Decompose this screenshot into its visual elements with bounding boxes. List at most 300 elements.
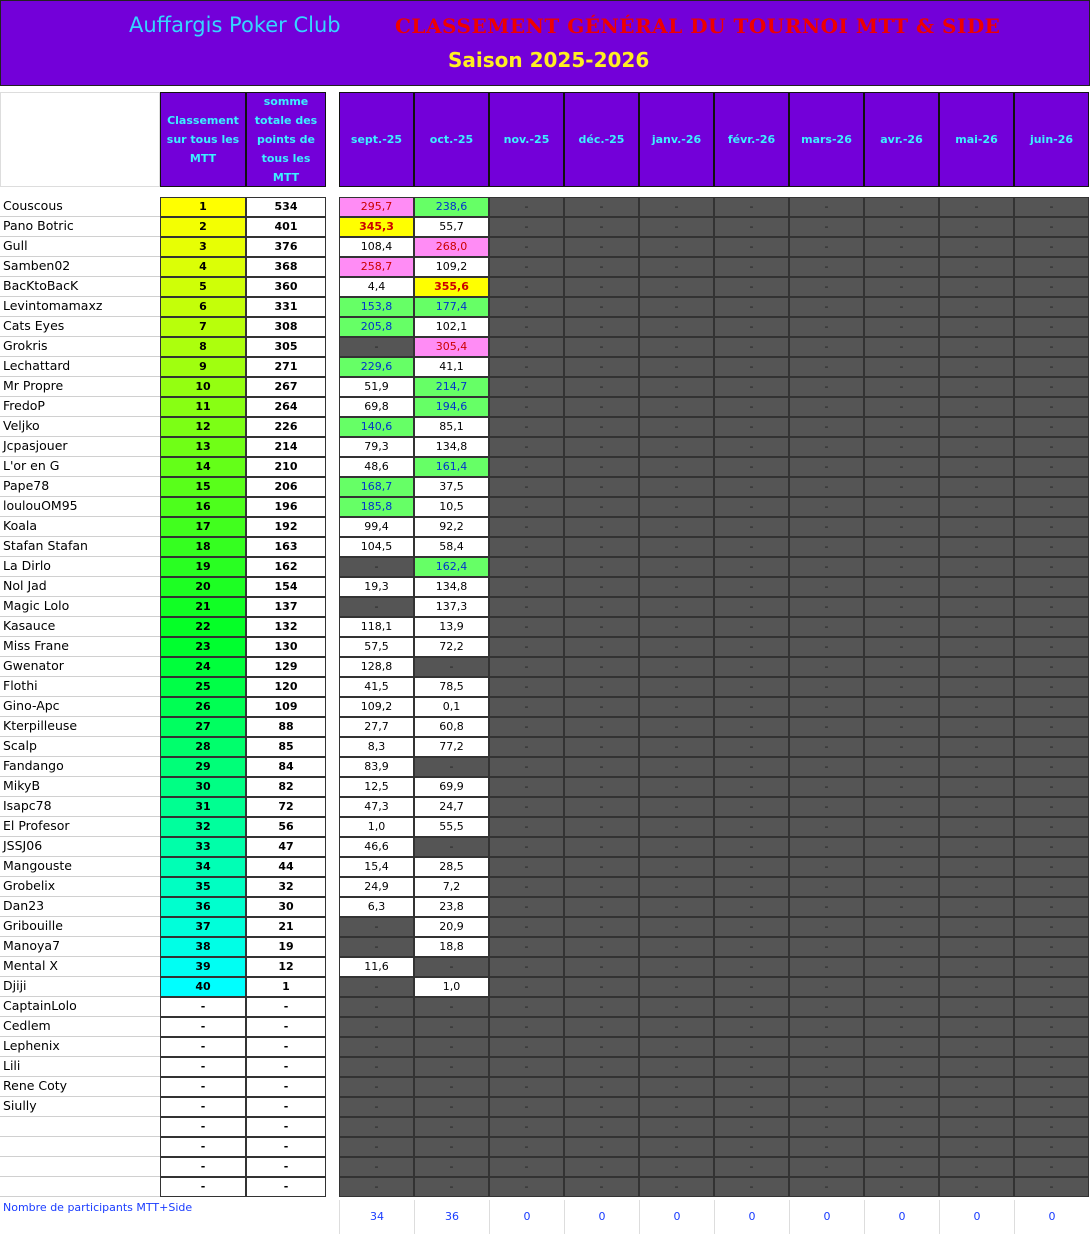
month-score-cell: 194,6	[414, 397, 489, 417]
month-score-cell: -	[564, 637, 639, 657]
month-score-cell: -	[789, 357, 864, 377]
total-points-cell: 30	[246, 897, 326, 917]
month-score-cell: -	[1014, 757, 1089, 777]
table-row	[0, 817, 1090, 837]
name-column-header	[0, 92, 160, 187]
month-score-cell: 60,8	[414, 717, 489, 737]
total-points-cell: -	[246, 1117, 326, 1137]
month-score-cell: -	[1014, 777, 1089, 797]
month-score-cell: -	[1014, 297, 1089, 317]
participants-count: 0	[864, 1200, 939, 1234]
month-score-cell: -	[939, 517, 1014, 537]
month-score-cell: -	[789, 777, 864, 797]
rank-cell: -	[160, 1097, 246, 1117]
month-score-cell: -	[789, 897, 864, 917]
month-score-cell: -	[1014, 957, 1089, 977]
month-score-cell: -	[939, 1177, 1014, 1197]
player-name: Lili	[0, 1057, 160, 1077]
month-score-cell: 55,7	[414, 217, 489, 237]
month-score-cell: -	[639, 417, 714, 437]
month-score-cell: 140,6	[339, 417, 414, 437]
month-score-cell: -	[339, 977, 414, 997]
total-points-cell: 360	[246, 277, 326, 297]
month-score-cell: -	[564, 857, 639, 877]
month-score-cell: -	[414, 657, 489, 677]
month-score-cell: -	[639, 1037, 714, 1057]
total-points-cell: 308	[246, 317, 326, 337]
month-score-cell: -	[339, 337, 414, 357]
month-score-cell: -	[789, 337, 864, 357]
month-score-cell: -	[639, 737, 714, 757]
month-score-cell: -	[939, 777, 1014, 797]
month-score-cell: -	[639, 717, 714, 737]
month-score-cell: -	[939, 377, 1014, 397]
month-score-cell: -	[1014, 877, 1089, 897]
month-score-cell: -	[939, 297, 1014, 317]
month-header-8: mai-26	[939, 92, 1014, 187]
month-score-cell: -	[789, 497, 864, 517]
month-score-cell: -	[939, 1157, 1014, 1177]
month-score-cell: -	[639, 577, 714, 597]
participants-count: 34	[339, 1200, 414, 1234]
month-score-cell: -	[714, 637, 789, 657]
month-score-cell: -	[639, 217, 714, 237]
month-score-cell: -	[714, 837, 789, 857]
month-score-cell: -	[714, 817, 789, 837]
month-score-cell: -	[489, 757, 564, 777]
month-score-cell: -	[939, 997, 1014, 1017]
month-score-cell: -	[939, 977, 1014, 997]
month-score-cell: -	[939, 417, 1014, 437]
month-score-cell: -	[939, 457, 1014, 477]
total-points-cell: 32	[246, 877, 326, 897]
month-score-cell: -	[489, 777, 564, 797]
month-score-cell: -	[564, 777, 639, 797]
month-score-cell: -	[714, 997, 789, 1017]
month-score-cell: -	[714, 257, 789, 277]
month-score-cell: -	[864, 1097, 939, 1117]
month-score-cell: -	[564, 577, 639, 597]
total-points-cell: 271	[246, 357, 326, 377]
month-score-cell: -	[489, 1097, 564, 1117]
player-name: Mangouste	[0, 857, 160, 877]
month-score-cell: -	[714, 1177, 789, 1197]
month-score-cell: -	[489, 577, 564, 597]
month-score-cell: -	[339, 1017, 414, 1037]
table-row	[0, 777, 1090, 797]
month-score-cell: 108,4	[339, 237, 414, 257]
month-score-cell: -	[864, 1177, 939, 1197]
month-score-cell: -	[564, 1097, 639, 1117]
month-score-cell: -	[564, 477, 639, 497]
total-points-cell: 192	[246, 517, 326, 537]
month-score-cell: -	[939, 437, 1014, 457]
month-score-cell: -	[789, 937, 864, 957]
month-score-cell: -	[489, 357, 564, 377]
month-score-cell: -	[489, 537, 564, 557]
table-row	[0, 697, 1090, 717]
month-score-cell: -	[564, 1017, 639, 1037]
month-score-cell: 41,1	[414, 357, 489, 377]
table-row	[0, 657, 1090, 677]
month-score-cell: -	[639, 1137, 714, 1157]
month-score-cell: -	[1014, 577, 1089, 597]
participants-row	[0, 1200, 1090, 1234]
rank-column-header: Classement sur tous les MTT	[160, 92, 246, 187]
month-score-cell: -	[864, 977, 939, 997]
month-score-cell: -	[714, 897, 789, 917]
table-row	[0, 1097, 1090, 1117]
month-score-cell: 46,6	[339, 837, 414, 857]
player-name: Dan23	[0, 897, 160, 917]
month-score-cell: -	[639, 1057, 714, 1077]
rank-cell: 33	[160, 837, 246, 857]
month-score-cell: -	[1014, 637, 1089, 657]
player-name: Lephenix	[0, 1037, 160, 1057]
participants-count: 0	[564, 1200, 639, 1234]
total-points-cell: 129	[246, 657, 326, 677]
month-score-cell: -	[639, 617, 714, 637]
month-score-cell: -	[714, 437, 789, 457]
rank-cell: -	[160, 1017, 246, 1037]
rank-cell: 28	[160, 737, 246, 757]
table-row	[0, 1017, 1090, 1037]
month-score-cell: 77,2	[414, 737, 489, 757]
month-score-cell: 20,9	[414, 917, 489, 937]
month-score-cell: -	[489, 417, 564, 437]
month-score-cell: -	[939, 357, 1014, 377]
table-row	[0, 457, 1090, 477]
total-points-cell: 82	[246, 777, 326, 797]
month-score-cell: -	[489, 1137, 564, 1157]
month-score-cell: -	[639, 817, 714, 837]
total-points-cell: 206	[246, 477, 326, 497]
player-name: Kasauce	[0, 617, 160, 637]
rank-cell: 4	[160, 257, 246, 277]
player-name: Kterpilleuse	[0, 717, 160, 737]
rank-cell: 19	[160, 557, 246, 577]
month-score-cell: 1,0	[414, 977, 489, 997]
total-points-cell: -	[246, 1037, 326, 1057]
total-points-cell: 44	[246, 857, 326, 877]
player-name: Gwenator	[0, 657, 160, 677]
month-score-cell: -	[939, 937, 1014, 957]
month-score-cell: -	[1014, 897, 1089, 917]
month-score-cell: -	[864, 677, 939, 697]
month-score-cell: -	[1014, 797, 1089, 817]
month-score-cell: 134,8	[414, 577, 489, 597]
month-score-cell: -	[714, 657, 789, 677]
month-score-cell: -	[864, 857, 939, 877]
month-score-cell: -	[489, 257, 564, 277]
month-score-cell: -	[939, 1037, 1014, 1057]
month-score-cell: 238,6	[414, 197, 489, 217]
month-score-cell: -	[414, 1117, 489, 1137]
month-score-cell: -	[1014, 1077, 1089, 1097]
month-score-cell: -	[489, 857, 564, 877]
month-score-cell: -	[639, 917, 714, 937]
total-points-cell: 267	[246, 377, 326, 397]
month-score-cell: -	[639, 937, 714, 957]
total-points-cell: 264	[246, 397, 326, 417]
month-score-cell: -	[1014, 917, 1089, 937]
table-row	[0, 877, 1090, 897]
month-score-cell: -	[639, 437, 714, 457]
total-column-header: somme totale des points de tous les MTT	[246, 92, 326, 187]
month-score-cell: -	[414, 1137, 489, 1157]
month-score-cell: -	[864, 217, 939, 237]
total-points-cell: 130	[246, 637, 326, 657]
month-score-cell: -	[939, 1077, 1014, 1097]
month-score-cell: 134,8	[414, 437, 489, 457]
month-score-cell: -	[714, 717, 789, 737]
month-score-cell: -	[939, 217, 1014, 237]
rank-cell: 16	[160, 497, 246, 517]
table-row	[0, 717, 1090, 737]
month-score-cell: -	[864, 1137, 939, 1157]
month-score-cell: -	[939, 657, 1014, 677]
month-score-cell: 104,5	[339, 537, 414, 557]
month-score-cell: -	[489, 317, 564, 337]
month-score-cell: -	[714, 617, 789, 637]
month-score-cell: -	[939, 737, 1014, 757]
month-score-cell: 47,3	[339, 797, 414, 817]
player-name	[0, 1157, 160, 1177]
month-score-cell: -	[864, 597, 939, 617]
month-score-cell: -	[789, 797, 864, 817]
month-score-cell: -	[564, 357, 639, 377]
month-score-cell: -	[1014, 277, 1089, 297]
month-score-cell: -	[864, 937, 939, 957]
month-score-cell: -	[864, 797, 939, 817]
total-points-cell: 226	[246, 417, 326, 437]
month-score-cell: -	[564, 1117, 639, 1137]
player-name: Cats Eyes	[0, 317, 160, 337]
rank-cell: -	[160, 1117, 246, 1137]
month-score-cell: -	[564, 797, 639, 817]
rank-cell: -	[160, 1157, 246, 1177]
month-score-cell: 102,1	[414, 317, 489, 337]
month-score-cell: -	[639, 657, 714, 677]
month-score-cell: -	[939, 837, 1014, 857]
month-score-cell: -	[564, 517, 639, 537]
rank-cell: 38	[160, 937, 246, 957]
month-score-cell: -	[864, 1037, 939, 1057]
table-row	[0, 617, 1090, 637]
rank-cell: 40	[160, 977, 246, 997]
month-score-cell: -	[639, 697, 714, 717]
rank-cell: 6	[160, 297, 246, 317]
month-score-cell: -	[639, 1077, 714, 1097]
month-score-cell: -	[489, 917, 564, 937]
month-score-cell: -	[789, 1017, 864, 1037]
month-score-cell: -	[639, 1157, 714, 1177]
month-score-cell: -	[714, 917, 789, 937]
month-score-cell: -	[864, 457, 939, 477]
month-score-cell: -	[864, 637, 939, 657]
month-score-cell: 177,4	[414, 297, 489, 317]
month-score-cell: -	[939, 617, 1014, 637]
month-score-cell: -	[339, 597, 414, 617]
table-row	[0, 1177, 1090, 1197]
month-score-cell: -	[714, 297, 789, 317]
month-score-cell: -	[864, 577, 939, 597]
month-score-cell: -	[939, 917, 1014, 937]
total-points-cell: 401	[246, 217, 326, 237]
player-name: Fandango	[0, 757, 160, 777]
month-score-cell: -	[564, 377, 639, 397]
month-score-cell: -	[489, 977, 564, 997]
month-score-cell: -	[489, 237, 564, 257]
month-score-cell: -	[564, 897, 639, 917]
month-score-cell: -	[1014, 1177, 1089, 1197]
month-score-cell: -	[714, 977, 789, 997]
month-score-cell: -	[639, 257, 714, 277]
player-name	[0, 1137, 160, 1157]
month-score-cell: -	[639, 797, 714, 817]
month-score-cell: -	[639, 897, 714, 917]
month-score-cell: -	[1014, 517, 1089, 537]
month-score-cell: -	[564, 657, 639, 677]
month-score-cell: 11,6	[339, 957, 414, 977]
total-points-cell: 210	[246, 457, 326, 477]
month-score-cell: -	[789, 857, 864, 877]
month-score-cell: -	[939, 277, 1014, 297]
table-row	[0, 377, 1090, 397]
month-score-cell: -	[789, 837, 864, 857]
rank-cell: 13	[160, 437, 246, 457]
month-score-cell: -	[1014, 617, 1089, 637]
title-banner	[0, 0, 1090, 86]
total-points-cell: 331	[246, 297, 326, 317]
month-score-cell: -	[1014, 537, 1089, 557]
table-row	[0, 797, 1090, 817]
month-score-cell: -	[939, 237, 1014, 257]
month-score-cell: -	[414, 1157, 489, 1177]
month-score-cell: -	[939, 1117, 1014, 1137]
month-score-cell: -	[564, 957, 639, 977]
month-score-cell: -	[339, 1117, 414, 1137]
month-score-cell: -	[489, 637, 564, 657]
month-score-cell: -	[939, 1097, 1014, 1117]
total-points-cell: 56	[246, 817, 326, 837]
player-name: L'or en G	[0, 457, 160, 477]
month-score-cell: -	[489, 337, 564, 357]
month-header-5: févr.-26	[714, 92, 789, 187]
month-score-cell: -	[714, 577, 789, 597]
month-score-cell: -	[564, 1037, 639, 1057]
month-score-cell: -	[564, 457, 639, 477]
month-score-cell: -	[789, 697, 864, 717]
month-score-cell: 92,2	[414, 517, 489, 537]
month-score-cell: -	[864, 737, 939, 757]
month-score-cell: 161,4	[414, 457, 489, 477]
month-score-cell: -	[864, 497, 939, 517]
month-score-cell: -	[339, 1157, 414, 1177]
month-score-cell: -	[639, 337, 714, 357]
month-score-cell: -	[639, 1017, 714, 1037]
month-score-cell: 8,3	[339, 737, 414, 757]
table-row	[0, 337, 1090, 357]
player-name	[0, 1177, 160, 1197]
month-score-cell: -	[564, 997, 639, 1017]
month-score-cell: -	[939, 257, 1014, 277]
month-score-cell: -	[1014, 1057, 1089, 1077]
month-score-cell: -	[939, 757, 1014, 777]
month-score-cell: -	[789, 977, 864, 997]
month-score-cell: -	[939, 537, 1014, 557]
month-score-cell: -	[864, 477, 939, 497]
month-header-2: nov.-25	[489, 92, 564, 187]
month-score-cell: -	[939, 557, 1014, 577]
month-score-cell: -	[414, 1097, 489, 1117]
month-score-cell: -	[639, 677, 714, 697]
month-score-cell: -	[339, 1177, 414, 1197]
month-score-cell: -	[789, 957, 864, 977]
month-score-cell: -	[864, 757, 939, 777]
participants-label: Nombre de participants MTT+Side	[3, 1201, 193, 1214]
month-score-cell: -	[639, 297, 714, 317]
month-score-cell: -	[564, 597, 639, 617]
month-score-cell: -	[789, 737, 864, 757]
month-score-cell: 4,4	[339, 277, 414, 297]
player-name: Gribouille	[0, 917, 160, 937]
total-points-cell: 1	[246, 977, 326, 997]
month-score-cell: -	[714, 397, 789, 417]
rank-cell: 23	[160, 637, 246, 657]
month-score-cell: -	[789, 257, 864, 277]
month-score-cell: -	[564, 297, 639, 317]
month-score-cell: -	[1014, 737, 1089, 757]
table-row	[0, 357, 1090, 377]
month-score-cell: -	[789, 197, 864, 217]
month-score-cell: -	[864, 697, 939, 717]
month-score-cell: -	[864, 337, 939, 357]
rank-cell: 39	[160, 957, 246, 977]
month-score-cell: -	[639, 497, 714, 517]
month-score-cell: -	[714, 597, 789, 617]
month-score-cell: -	[714, 557, 789, 577]
month-score-cell: -	[939, 857, 1014, 877]
month-score-cell: -	[639, 237, 714, 257]
month-score-cell: 27,7	[339, 717, 414, 737]
month-score-cell: -	[939, 797, 1014, 817]
table-row	[0, 637, 1090, 657]
month-score-cell: -	[789, 237, 864, 257]
month-score-cell: -	[939, 397, 1014, 417]
player-name: Miss Frane	[0, 637, 160, 657]
player-name: El Profesor	[0, 817, 160, 837]
month-score-cell: -	[789, 997, 864, 1017]
month-score-cell: -	[789, 717, 864, 737]
rank-cell: 36	[160, 897, 246, 917]
month-score-cell: -	[789, 1157, 864, 1177]
month-score-cell: -	[864, 997, 939, 1017]
month-score-cell: 118,1	[339, 617, 414, 637]
month-score-cell: -	[1014, 597, 1089, 617]
month-score-cell: -	[489, 497, 564, 517]
total-points-cell: 21	[246, 917, 326, 937]
month-score-cell: -	[789, 577, 864, 597]
month-score-cell: -	[864, 317, 939, 337]
month-score-cell: 85,1	[414, 417, 489, 437]
month-score-cell: -	[789, 217, 864, 237]
month-score-cell: -	[339, 997, 414, 1017]
month-score-cell: -	[414, 1077, 489, 1097]
month-score-cell: -	[939, 317, 1014, 337]
month-header-0: sept.-25	[339, 92, 414, 187]
month-header-9: juin-26	[1014, 92, 1089, 187]
